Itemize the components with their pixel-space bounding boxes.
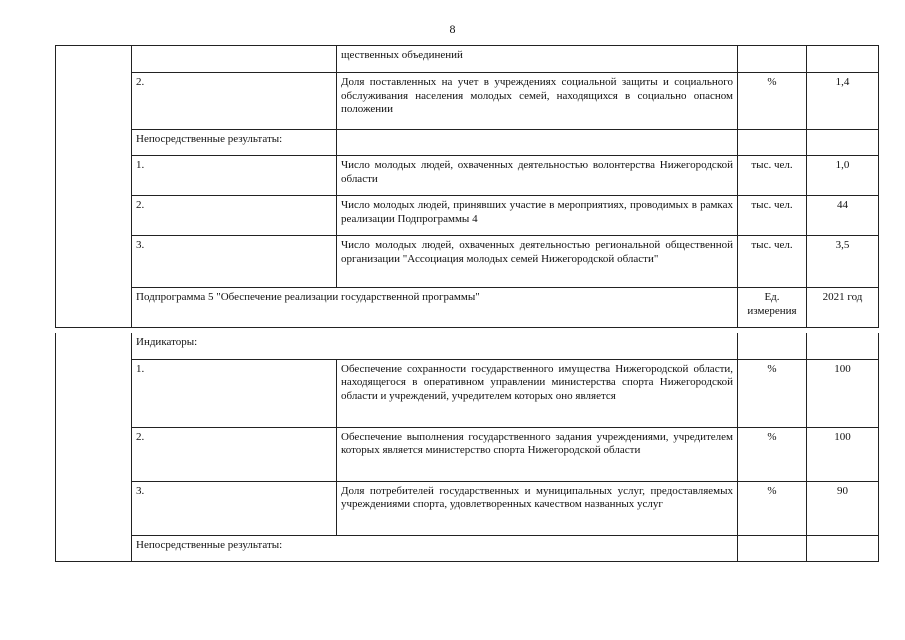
- year-header: 2021 год: [807, 288, 879, 328]
- table-row: [56, 359, 879, 427]
- row-number: 2.: [132, 73, 337, 130]
- unit-cell: тыс. чел.: [738, 196, 807, 236]
- value-cell: 100: [807, 359, 879, 427]
- unit-cell: %: [738, 481, 807, 535]
- table-row: [56, 130, 879, 156]
- unit-header: Ед. измерения: [738, 288, 807, 328]
- table-row: [56, 333, 879, 359]
- row-number: 3.: [132, 236, 337, 288]
- left-column-cell: [56, 333, 132, 561]
- subprogram-title: Подпрограмма 5 "Обеспечение реализации государственной программы": [132, 288, 738, 328]
- unit-cell: %: [738, 359, 807, 427]
- subprogram-header-row: [56, 288, 879, 328]
- value-cell: 90: [807, 481, 879, 535]
- table-row: [56, 196, 879, 236]
- indicator-text: Доля поставленных на учет в учреждениях социальной защиты и социального обслуживания населения молодых семей, находящихся в социально опасном положении: [337, 73, 738, 130]
- value-cell: 1,0: [807, 156, 879, 196]
- program-table-continued: [55, 333, 879, 562]
- unit-cell: %: [738, 427, 807, 481]
- indicators-label: Индикаторы:: [132, 333, 738, 359]
- unit-cell: %: [738, 73, 807, 130]
- row-number: 1.: [132, 359, 337, 427]
- unit-cell: [738, 46, 807, 73]
- direct-results-label: Непосредственные результаты:: [132, 130, 337, 156]
- value-cell: 100: [807, 427, 879, 481]
- table-row: [56, 73, 879, 130]
- indicator-text: Обеспечение сохранности государственного имущества Нижегородской области, находящегося в оперативном управлении министерства спорта Нижегородской области и учреждений, учредителем которых оно является: [337, 359, 738, 427]
- value-cell: 44: [807, 196, 879, 236]
- value-cell: 1,4: [807, 73, 879, 130]
- unit-cell: тыс. чел.: [738, 156, 807, 196]
- row-number: 2.: [132, 196, 337, 236]
- indicator-text: Доля потребителей государственных и муниципальных услуг, предоставляемых учреждениями спорта, удовлетворенных качеством названных услуг: [337, 481, 738, 535]
- table-row: [56, 481, 879, 535]
- indicator-text: щественных объединений: [337, 46, 738, 73]
- table-row: [56, 535, 879, 561]
- result-text: Число молодых людей, охваченных деятельностью волонтерства Нижегородской области: [337, 156, 738, 196]
- table-row: [56, 156, 879, 196]
- number-cell: [132, 46, 337, 73]
- direct-results-label: Непосредственные результаты:: [132, 535, 738, 561]
- unit-cell: тыс. чел.: [738, 236, 807, 288]
- program-table: [55, 45, 879, 328]
- row-number: 3.: [132, 481, 337, 535]
- table-row: [56, 236, 879, 288]
- result-text: Число молодых людей, охваченных деятельностью региональной общественной организации "Ассоциация молодых семей Нижегородской области": [337, 236, 738, 288]
- result-text: Число молодых людей, принявших участие в мероприятиях, проводимых в рамках реализации Подпрограммы 4: [337, 196, 738, 236]
- row-number: 1.: [132, 156, 337, 196]
- table-row: [56, 46, 879, 73]
- row-number: 2.: [132, 427, 337, 481]
- left-column-cell: [56, 46, 132, 328]
- value-cell: 3,5: [807, 236, 879, 288]
- table-row: [56, 427, 879, 481]
- indicator-text: Обеспечение выполнения государственного задания учреждениями, учредителем которых является министерство спорта Нижегородской области: [337, 427, 738, 481]
- value-cell: [807, 46, 879, 73]
- page-number: 8: [449, 22, 456, 36]
